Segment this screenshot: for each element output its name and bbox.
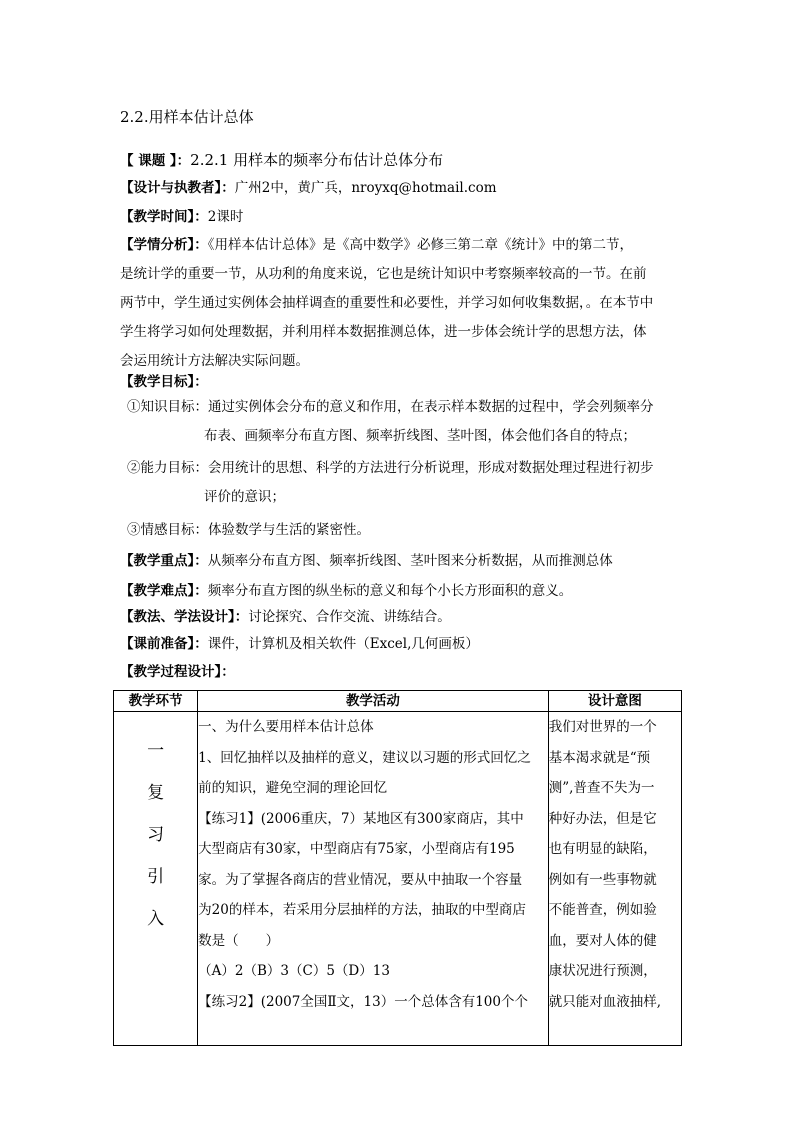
method-value: 讨论探究、合作交流、讲练结合。 — [248, 609, 451, 625]
intent-line: 康状况进行预测， — [548, 963, 657, 979]
header-activity: 教学活动 — [198, 691, 549, 712]
analysis-paragraph — [120, 231, 680, 376]
table-row — [114, 712, 682, 1046]
activity-line: 数是（ ） — [198, 932, 280, 949]
stage-char: 一 — [147, 741, 165, 761]
designer-value: 广州2中，黄广兵，nroyxq@hotmail.com — [234, 180, 497, 196]
header-intent: 设计意图 — [548, 691, 681, 712]
activity-line: 【练习2】(2007全国Ⅱ文，13）一个总体含有100个个 — [198, 993, 528, 1010]
goal-emotion: ③情感目标：体验数学与生活的紧密性。 — [127, 522, 370, 538]
method-line — [120, 607, 451, 627]
time-value: 2课时 — [207, 209, 244, 225]
table-header-row — [114, 691, 682, 712]
designer-label: 【设计与执教者】： — [120, 180, 235, 196]
topic-value: 2.2.1 用样本的频率分布估计总体分布 — [190, 151, 444, 169]
activity-line: 【练习1】(2006重庆，7）某地区有300家商店，其中 — [198, 810, 524, 827]
activity-line: 一、为什么要用样本估计总体 — [198, 719, 374, 735]
activity-line: 为20的样本，若采用分层抽样的方法，抽取的中型商店 — [198, 902, 526, 918]
activity-line: 家。为了掌握各商店的营业情况，要从中抽取一个容量 — [198, 871, 523, 888]
time-line — [120, 207, 243, 227]
time-label: 【教学时间】： — [120, 209, 208, 225]
stage-char: 复 — [147, 783, 165, 803]
activity-line: 前的知识，避免空洞的理论回忆 — [198, 780, 388, 796]
goal-knowledge: ①知识目标：通过实例体会分布的意义和作用，在表示样本数据的过程中，学会列频率分 布表、画频率分布直方图、频率折线图、茎叶图，体会他们各自的特点； — [127, 399, 654, 444]
analysis-line: 是统计学的重要一节，从功利的角度来说，它也是统计知识中考察频率较高的一节。在前 — [120, 266, 647, 282]
prep-line — [120, 634, 479, 654]
key-point-value: 从频率分布直方图、频率折线图、茎叶图来分析数据，从而推测总体 — [207, 553, 613, 569]
intent-line: 也有明显的缺陷， — [548, 841, 657, 857]
intent-line: 我们对世界的一个 — [548, 719, 657, 735]
activity-line: （A）2（B）3（C）5（D）13 — [198, 963, 390, 979]
prep-value: 课件，计算机及相关软件（Excel,几何画板） — [207, 636, 479, 652]
activity-line: 大型商店有30家，中型商店有75家，小型商店有195 — [198, 841, 515, 857]
analysis-line: 《用样本估计总体》是《高中数学》必修三第二章《统计》中的第二节， — [207, 237, 633, 253]
intent-line: 就只能对血液抽样, — [548, 993, 662, 1010]
intent-line: 血，要对人体的健 — [548, 932, 657, 949]
key-point-label: 【教学重点】： — [120, 553, 208, 569]
intent-line: 例如有一些事物就 — [548, 871, 657, 888]
stage-char: 引 — [147, 867, 165, 887]
intent-line: 种好办法，但是它 — [548, 810, 657, 827]
intent-cell — [548, 712, 681, 1046]
analysis-line: 两节中，学生通过实例体会抽样调查的重要性和必要性，并学习如何收集数据，。在本节中 — [120, 295, 654, 311]
intent-line: 基本渴求就是“预 — [548, 749, 651, 766]
difficulty-value: 频率分布直方图的纵坐标的意义和每个小长方形面积的意义。 — [207, 583, 573, 599]
activity-cell — [198, 712, 549, 1046]
intent-line: 不能普查，例如验 — [548, 902, 657, 918]
process-table — [113, 690, 682, 1046]
intent-line: 测”,普查不失为一 — [548, 780, 655, 796]
stage-char: 习 — [147, 825, 165, 845]
activity-line: 1、回忆抽样以及抽样的意义，建议以习题的形式回忆之 — [198, 749, 531, 766]
analysis-label: 【学情分析】： — [120, 237, 208, 253]
goals-label: 【教学目标】： — [120, 374, 208, 390]
difficulty-label: 【教学难点】： — [120, 583, 208, 599]
goal-ability: ②能力目标：会用统计的思想、科学的方法进行分析说理，形成对数据处理过程进行初步 评价的意识； — [127, 460, 654, 505]
key-point-line — [120, 551, 613, 571]
topic-label: 【 课题 】： — [120, 153, 191, 169]
analysis-line: 学生将学习如何处理数据，并利用样本数据推测总体，进一步体会统计学的思想方法，体 — [120, 324, 647, 340]
difficulty-line — [120, 581, 572, 601]
analysis-line: 会运用统计方法解决实际问题。 — [120, 353, 309, 369]
method-label: 【教法、学法设计】： — [120, 609, 249, 625]
stage-char: 入 — [147, 909, 165, 929]
header-stage: 教学环节 — [114, 691, 198, 712]
topic-line — [120, 150, 443, 171]
stage-cell — [114, 712, 198, 1046]
process-label: 【教学过程设计】： — [120, 664, 235, 680]
section-title: 2.2.用样本估计总体 — [120, 108, 254, 126]
designer-line — [120, 178, 497, 198]
prep-label: 【课前准备】： — [120, 636, 208, 652]
